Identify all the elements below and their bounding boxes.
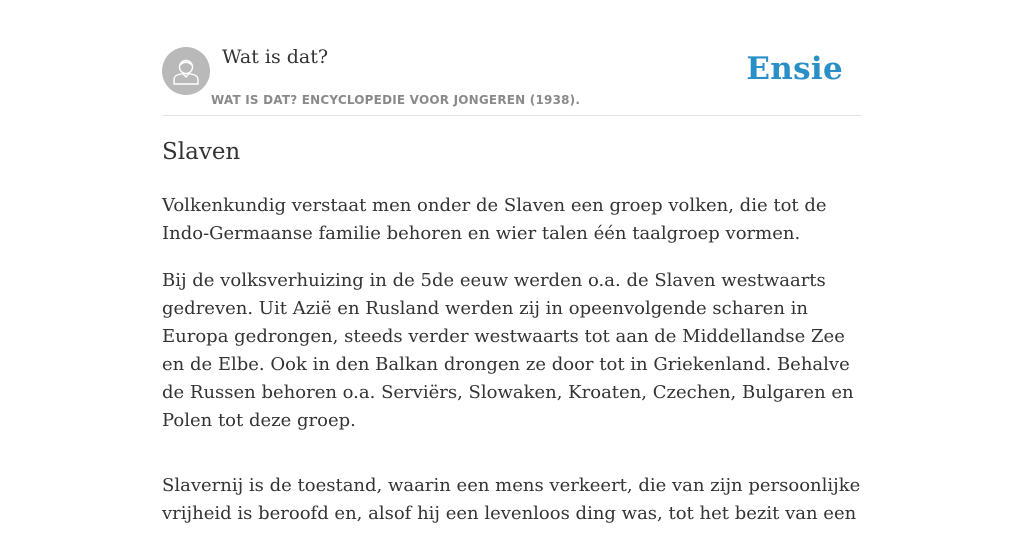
- source-avatar[interactable]: [162, 47, 210, 95]
- article-paragraph: Volkenkundig verstaat men onder de Slaven een groep volken, die tot de Indo-Germaanse familie behoren en wier talen één taalgroep vormen.: [162, 195, 827, 244]
- source-subtitle: WAT IS DAT? ENCYCLOPEDIE VOOR JONGEREN (1938).: [211, 93, 581, 107]
- article-paragraph: Bij de volksverhuizing in de 5de eeuw werden o.a. de Slaven westwaarts gedreven. Uit Azië en Rusland werden zij in opeenvolgende scharen in Europa gedrongen, steeds verder westwaarts tot aan de Middellandse Zee en de Elbe. Ook in den Balkan drongen ze door tot in Griekenland. Behalve de Russen behoren o.a. Serviërs, Slowaken, Kroaten, Czechen, Bulgaren en Polen tot deze groep.: [162, 270, 854, 431]
- article-paragraph: Slavernij is de toestand, waarin een mens verkeert, die van zijn persoonlijke vrijheid is beroofd en, alsof hij een levenloos ding was, tot het bezit van een: [162, 475, 861, 524]
- source-title-link[interactable]: Wat is dat?: [222, 46, 329, 68]
- ensie-logo-link[interactable]: Ensie: [746, 51, 843, 87]
- article-body: [162, 192, 862, 547]
- page-container: [162, 0, 862, 524]
- article-title: Slaven: [162, 139, 241, 165]
- source-header: [162, 0, 862, 116]
- user-icon: [162, 47, 210, 95]
